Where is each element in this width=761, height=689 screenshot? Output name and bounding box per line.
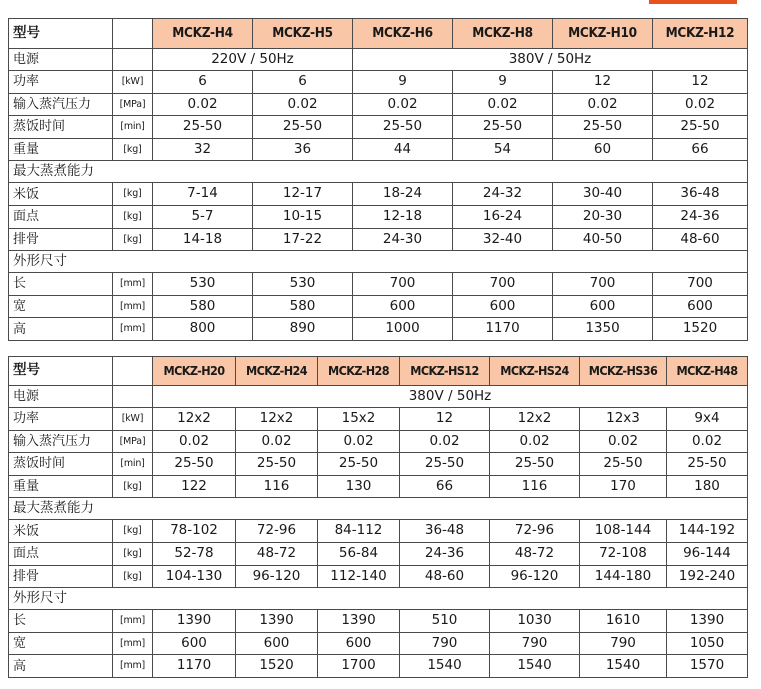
value-cell: 25-50 [153, 116, 253, 139]
unit-label: [kg] [113, 565, 153, 588]
model-name: MCKZ-H20 [153, 357, 236, 386]
value-cell: 14-18 [153, 228, 253, 251]
value-cell: 36-48 [400, 520, 490, 543]
value-cell: 54 [453, 138, 553, 161]
value-cell: 25-50 [153, 453, 236, 476]
value-cell: 130 [318, 475, 400, 498]
value-cell: 180 [667, 475, 748, 498]
value-cell: 700 [353, 273, 453, 296]
row-label: 蒸饭时间 [9, 116, 113, 139]
value-cell: 0.02 [400, 430, 490, 453]
value-cell: 25-50 [400, 453, 490, 476]
unit-label: [kW] [113, 408, 153, 431]
spec-row [9, 453, 748, 476]
accent-strip [649, 0, 737, 4]
unit-label: [kg] [113, 542, 153, 565]
spec-row [9, 273, 748, 296]
value-cell: 60 [553, 138, 653, 161]
value-cell: 1520 [653, 318, 748, 341]
value-cell: 600 [653, 295, 748, 318]
spec-row [9, 138, 748, 161]
row-label: 米饭 [9, 183, 113, 206]
value-cell: 12x2 [236, 408, 318, 431]
value-cell: 25-50 [236, 453, 318, 476]
section-row [9, 498, 748, 520]
section-dimensions-label: 外形尺寸 [9, 251, 748, 273]
value-cell: 800 [153, 318, 253, 341]
model-name: MCKZ-H48 [667, 357, 748, 386]
model-name: MCKZ-HS36 [580, 357, 667, 386]
value-cell: 48-60 [400, 565, 490, 588]
value-cell: 12 [553, 71, 653, 94]
value-cell: 530 [253, 273, 353, 296]
value-cell: 25-50 [253, 116, 353, 139]
value-cell: 0.02 [353, 93, 453, 116]
row-label: 宽 [9, 632, 113, 655]
value-cell: 48-72 [236, 542, 318, 565]
row-label: 高 [9, 318, 113, 341]
value-cell: 18-24 [353, 183, 453, 206]
value-cell: 12x3 [580, 408, 667, 431]
value-cell: 6 [253, 71, 353, 94]
spec-row [9, 295, 748, 318]
model-row [9, 357, 748, 386]
value-cell: 170 [580, 475, 667, 498]
value-cell: 1540 [490, 655, 580, 678]
unit-label: [kg] [113, 205, 153, 228]
value-cell: 9x4 [667, 408, 748, 431]
model-name: MCKZ-HS24 [490, 357, 580, 386]
value-cell: 1050 [667, 632, 748, 655]
value-cell: 17-22 [253, 228, 353, 251]
value-cell: 1700 [318, 655, 400, 678]
value-cell: 96-120 [490, 565, 580, 588]
value-cell: 36 [253, 138, 353, 161]
value-cell: 6 [153, 71, 253, 94]
value-cell: 30-40 [553, 183, 653, 206]
value-cell: 1170 [153, 655, 236, 678]
value-cell: 24-36 [653, 205, 748, 228]
value-cell: 1610 [580, 610, 667, 633]
value-cell: 66 [400, 475, 490, 498]
model-name: MCKZ-H28 [318, 357, 400, 386]
spec-table-2 [8, 356, 748, 678]
value-cell: 32 [153, 138, 253, 161]
spec-row [9, 565, 748, 588]
value-cell: 25-50 [653, 116, 748, 139]
value-cell: 48-60 [653, 228, 748, 251]
power-source-row [9, 386, 748, 408]
value-cell: 1030 [490, 610, 580, 633]
value-cell: 192-240 [667, 565, 748, 588]
value-cell: 56-84 [318, 542, 400, 565]
value-cell: 790 [400, 632, 490, 655]
value-cell: 600 [153, 632, 236, 655]
value-cell: 0.02 [667, 430, 748, 453]
spec-row [9, 542, 748, 565]
value-cell: 12-18 [353, 205, 453, 228]
value-cell: 1390 [236, 610, 318, 633]
value-cell: 790 [580, 632, 667, 655]
value-cell: 144-192 [667, 520, 748, 543]
value-cell: 1390 [153, 610, 236, 633]
value-cell: 10-15 [253, 205, 353, 228]
unit-label: [kg] [113, 228, 153, 251]
value-cell: 44 [353, 138, 453, 161]
unit-label: [min] [113, 453, 153, 476]
value-cell: 580 [253, 295, 353, 318]
row-label: 重量 [9, 475, 113, 498]
value-cell: 5-7 [153, 205, 253, 228]
spec-row [9, 116, 748, 139]
value-cell: 144-180 [580, 565, 667, 588]
value-cell: 9 [453, 71, 553, 94]
value-cell: 600 [553, 295, 653, 318]
value-cell: 48-72 [490, 542, 580, 565]
spec-row [9, 610, 748, 633]
value-cell: 112-140 [318, 565, 400, 588]
value-cell: 0.02 [490, 430, 580, 453]
model-name: MCKZ-H5 [253, 19, 353, 49]
spec-row [9, 430, 748, 453]
row-label: 面点 [9, 542, 113, 565]
row-label: 功率 [9, 408, 113, 431]
value-cell: 700 [653, 273, 748, 296]
row-label: 排骨 [9, 565, 113, 588]
value-cell: 600 [318, 632, 400, 655]
value-cell: 122 [153, 475, 236, 498]
section-capacity-label: 最大蒸煮能力 [9, 161, 748, 183]
value-cell: 0.02 [153, 430, 236, 453]
unit-cell [113, 386, 153, 408]
value-cell: 24-30 [353, 228, 453, 251]
value-cell: 12 [400, 408, 490, 431]
value-cell: 104-130 [153, 565, 236, 588]
spec-table-1 [8, 18, 748, 341]
section-row [9, 161, 748, 183]
unit-label: [MPa] [113, 93, 153, 116]
value-cell: 116 [236, 475, 318, 498]
row-label: 电源 [9, 49, 113, 71]
row-label: 排骨 [9, 228, 113, 251]
unit-label: [mm] [113, 610, 153, 633]
value-cell: 116 [490, 475, 580, 498]
power-source-value: 380V / 50Hz [153, 386, 748, 408]
model-name: MCKZ-H6 [353, 19, 453, 49]
value-cell: 15x2 [318, 408, 400, 431]
value-cell: 0.02 [236, 430, 318, 453]
value-cell: 24-36 [400, 542, 490, 565]
unit-label: [kg] [113, 520, 153, 543]
value-cell: 12 [653, 71, 748, 94]
row-label: 蒸饭时间 [9, 453, 113, 476]
value-cell: 530 [153, 273, 253, 296]
row-label: 长 [9, 610, 113, 633]
unit-label: [mm] [113, 655, 153, 678]
value-cell: 25-50 [490, 453, 580, 476]
value-cell: 0.02 [153, 93, 253, 116]
value-cell: 1390 [318, 610, 400, 633]
power-source-value: 380V / 50Hz [353, 49, 748, 71]
value-cell: 0.02 [653, 93, 748, 116]
spec-row [9, 93, 748, 116]
unit-label: [mm] [113, 632, 153, 655]
value-cell: 9 [353, 71, 453, 94]
section-row [9, 251, 748, 273]
value-cell: 1570 [667, 655, 748, 678]
power-source-row [9, 49, 748, 71]
value-cell: 0.02 [553, 93, 653, 116]
power-source-value: 220V / 50Hz [153, 49, 353, 71]
unit-label: [mm] [113, 318, 153, 341]
value-cell: 24-32 [453, 183, 553, 206]
value-cell: 600 [453, 295, 553, 318]
value-cell: 1520 [236, 655, 318, 678]
spec-row [9, 632, 748, 655]
value-cell: 510 [400, 610, 490, 633]
row-label: 面点 [9, 205, 113, 228]
row-label: 重量 [9, 138, 113, 161]
value-cell: 25-50 [353, 116, 453, 139]
value-cell: 600 [236, 632, 318, 655]
value-cell: 25-50 [667, 453, 748, 476]
value-cell: 25-50 [553, 116, 653, 139]
model-name: MCKZ-H8 [453, 19, 553, 49]
value-cell: 25-50 [453, 116, 553, 139]
value-cell: 0.02 [453, 93, 553, 116]
value-cell: 1350 [553, 318, 653, 341]
value-cell: 12x2 [153, 408, 236, 431]
value-cell: 890 [253, 318, 353, 341]
value-cell: 12-17 [253, 183, 353, 206]
spec-row [9, 71, 748, 94]
value-cell: 790 [490, 632, 580, 655]
value-cell: 25-50 [580, 453, 667, 476]
unit-label: [mm] [113, 273, 153, 296]
value-cell: 7-14 [153, 183, 253, 206]
row-label: 功率 [9, 71, 113, 94]
value-cell: 96-120 [236, 565, 318, 588]
value-cell: 1000 [353, 318, 453, 341]
value-cell: 72-108 [580, 542, 667, 565]
value-cell: 52-78 [153, 542, 236, 565]
value-cell: 32-40 [453, 228, 553, 251]
spec-row [9, 655, 748, 678]
value-cell: 0.02 [580, 430, 667, 453]
model-name: MCKZ-H24 [236, 357, 318, 386]
model-row [9, 19, 748, 49]
value-cell: 72-96 [490, 520, 580, 543]
model-name: MCKZ-H12 [653, 19, 748, 49]
unit-cell [113, 19, 153, 49]
model-name: MCKZ-H10 [553, 19, 653, 49]
value-cell: 580 [153, 295, 253, 318]
unit-cell [113, 357, 153, 386]
value-cell: 1540 [400, 655, 490, 678]
unit-label: [min] [113, 116, 153, 139]
value-cell: 700 [553, 273, 653, 296]
row-label: 长 [9, 273, 113, 296]
model-label: 型号 [9, 357, 113, 386]
model-name: MCKZ-H4 [153, 19, 253, 49]
value-cell: 0.02 [253, 93, 353, 116]
model-name: MCKZ-HS12 [400, 357, 490, 386]
unit-label: [MPa] [113, 430, 153, 453]
row-label: 米饭 [9, 520, 113, 543]
row-label: 电源 [9, 386, 113, 408]
spec-row [9, 183, 748, 206]
value-cell: 66 [653, 138, 748, 161]
value-cell: 16-24 [453, 205, 553, 228]
unit-label: [kg] [113, 475, 153, 498]
unit-label: [kg] [113, 138, 153, 161]
value-cell: 12x2 [490, 408, 580, 431]
value-cell: 96-144 [667, 542, 748, 565]
value-cell: 72-96 [236, 520, 318, 543]
value-cell: 1390 [667, 610, 748, 633]
section-row [9, 588, 748, 610]
row-label: 输入蒸汽压力 [9, 93, 113, 116]
value-cell: 108-144 [580, 520, 667, 543]
unit-label: [kW] [113, 71, 153, 94]
value-cell: 0.02 [318, 430, 400, 453]
unit-cell [113, 49, 153, 71]
section-capacity-label: 最大蒸煮能力 [9, 498, 748, 520]
unit-label: [mm] [113, 295, 153, 318]
value-cell: 1170 [453, 318, 553, 341]
value-cell: 40-50 [553, 228, 653, 251]
spec-row [9, 520, 748, 543]
value-cell: 700 [453, 273, 553, 296]
unit-label: [kg] [113, 183, 153, 206]
spec-row [9, 475, 748, 498]
spec-row [9, 205, 748, 228]
spec-row [9, 228, 748, 251]
row-label: 高 [9, 655, 113, 678]
model-label: 型号 [9, 19, 113, 49]
section-dimensions-label: 外形尺寸 [9, 588, 748, 610]
spec-row [9, 318, 748, 341]
spec-row [9, 408, 748, 431]
value-cell: 25-50 [318, 453, 400, 476]
value-cell: 84-112 [318, 520, 400, 543]
value-cell: 36-48 [653, 183, 748, 206]
value-cell: 78-102 [153, 520, 236, 543]
value-cell: 600 [353, 295, 453, 318]
row-label: 输入蒸汽压力 [9, 430, 113, 453]
row-label: 宽 [9, 295, 113, 318]
value-cell: 20-30 [553, 205, 653, 228]
value-cell: 1540 [580, 655, 667, 678]
